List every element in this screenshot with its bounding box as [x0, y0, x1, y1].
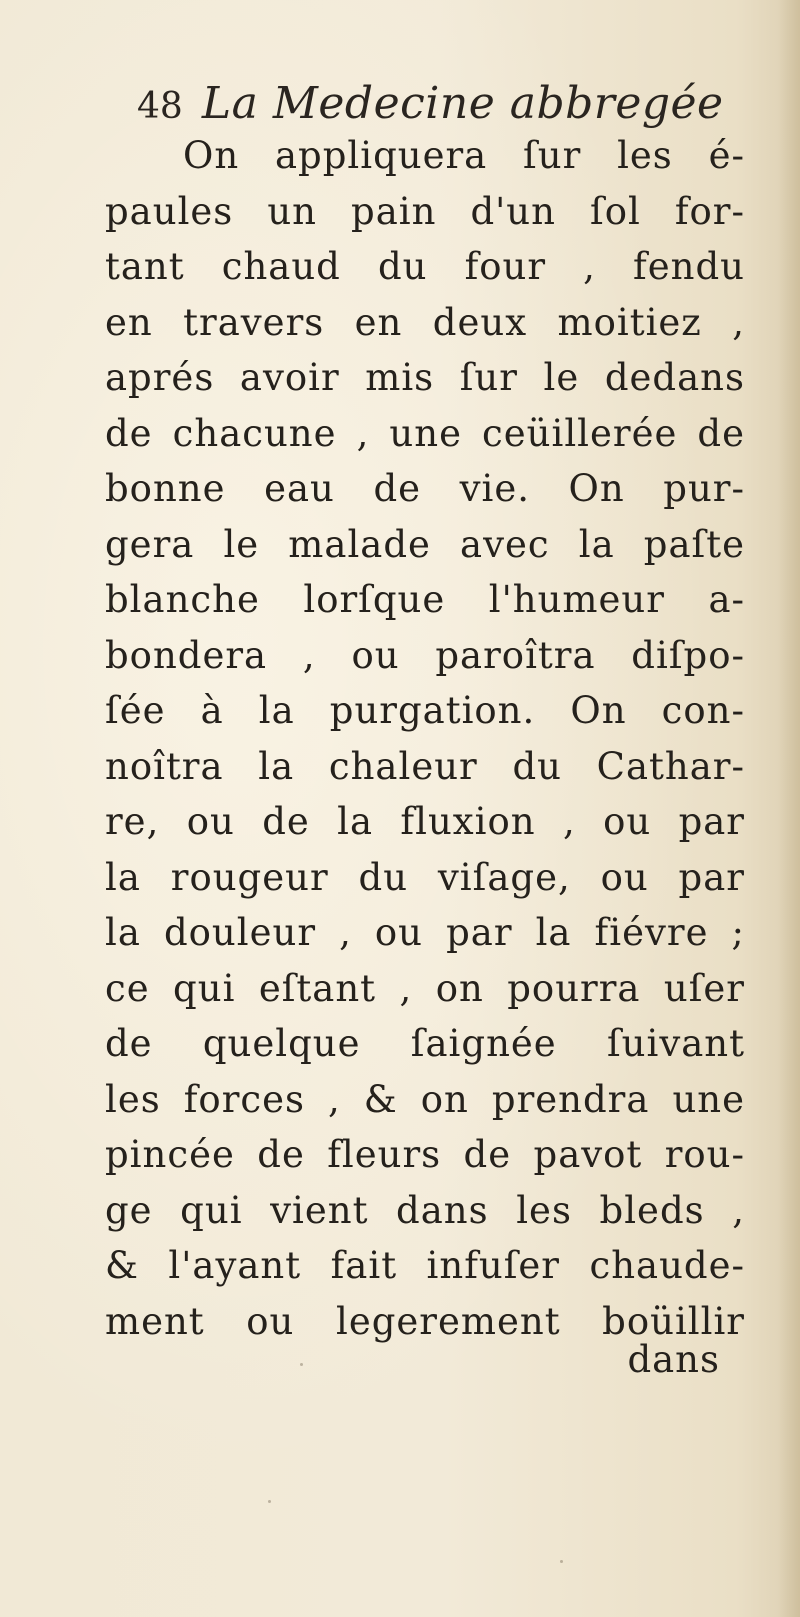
text-line: On appliquera ſur les é-: [183, 134, 745, 177]
paper-speck: [268, 1500, 271, 1503]
text-line: en travers en deux moitiez ,: [105, 300, 745, 344]
text-line: ce qui eſtant , on pourra uſer: [105, 966, 745, 1010]
text-line: aprés avoir mis ſur le dedans: [105, 356, 745, 399]
text-line: re, ou de la fluxion , ou par: [105, 800, 745, 843]
text-line: ment ou legerement boüillir: [105, 1299, 745, 1343]
text-line: la douleur , ou par la fiévre ;: [105, 911, 745, 954]
text-line: bonne eau de vie. On pur-: [105, 467, 745, 510]
text-line: ge qui vient dans les bleds ,: [105, 1188, 745, 1232]
text-line: de chacune , une ceüillerée de: [105, 411, 745, 455]
text-line: noîtra la chaleur du Cathar-: [105, 744, 745, 788]
text-line: la rougeur du viſage, ou par: [105, 855, 745, 899]
text-line: les forces , & on prendra une: [105, 1077, 745, 1121]
running-title: La Medecine abbregée: [201, 78, 724, 129]
page-number: 48: [137, 86, 183, 127]
page-edge-shadow: [778, 0, 800, 1617]
text-line: blanche lorſque l'humeur a-: [105, 578, 745, 621]
text-line: tant chaud du four , fendu: [105, 245, 745, 288]
text-line: pincée de fleurs de pavot rou-: [105, 1133, 745, 1176]
text-line: bondera , ou paroîtra diſpo-: [105, 633, 745, 677]
paper-speck: [300, 1363, 303, 1366]
text-line: gera le malade avec la paſte: [105, 522, 745, 566]
paper-speck: [560, 1560, 563, 1563]
body-text: [105, 128, 745, 1349]
text-line: paules un pain d'un ſol for-: [105, 189, 745, 233]
page-header: [137, 78, 724, 129]
text-line: de quelque ſaignée ſuivant: [105, 1022, 745, 1065]
text-line: ſée à la purgation. On con-: [105, 689, 745, 732]
text-line: & l'ayant fait infuſer chaude-: [105, 1244, 745, 1287]
catchword: dans: [627, 1338, 720, 1381]
